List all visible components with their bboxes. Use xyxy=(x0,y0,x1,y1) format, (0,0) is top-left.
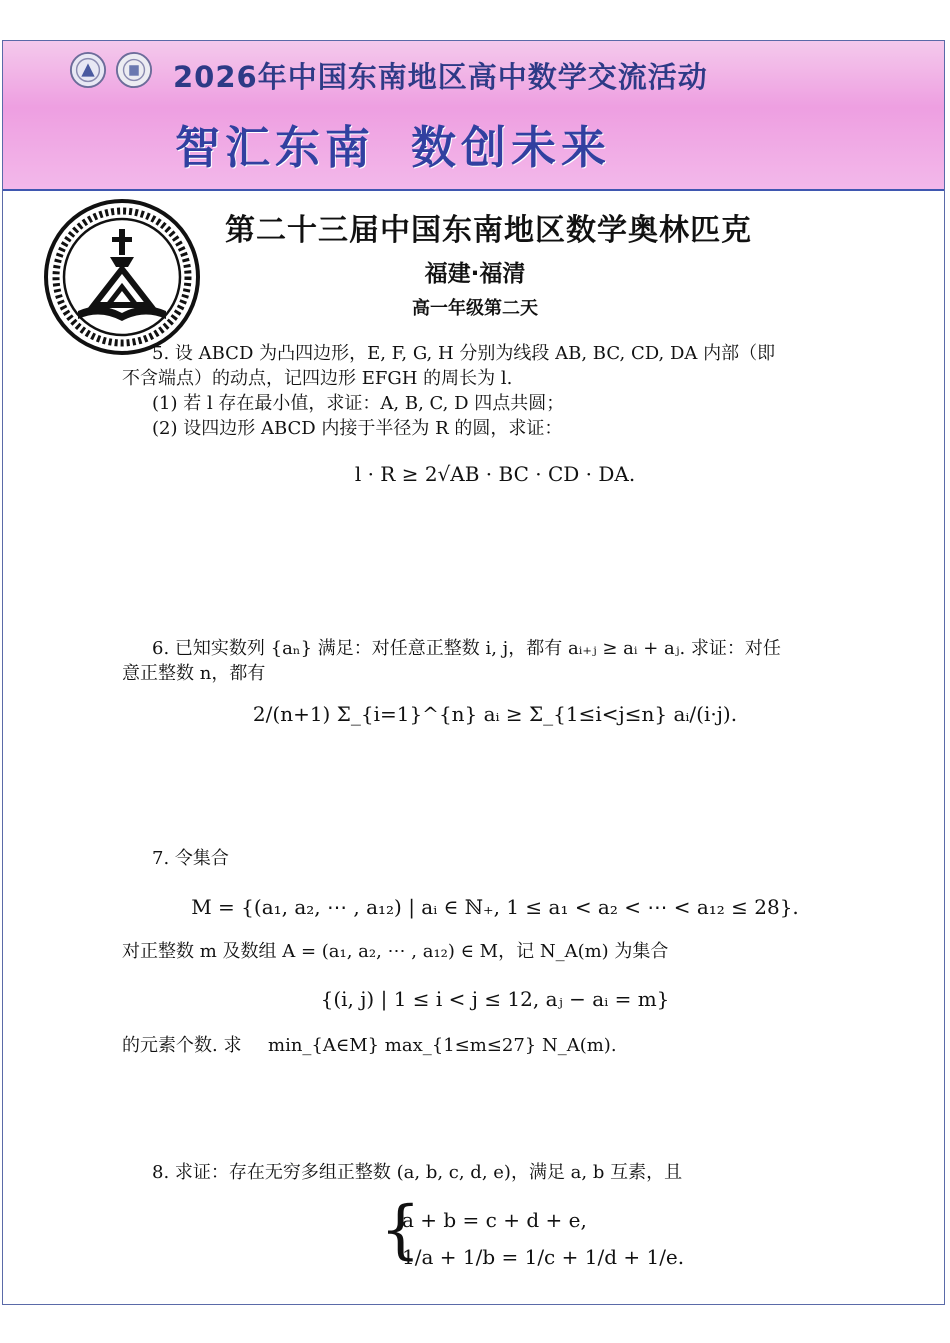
problem-5-part-2: (2) 设四边形 ABCD 内接于半径为 R 的圆，求证： xyxy=(152,418,563,439)
problem-7-line-1: 7. 令集合 xyxy=(152,848,229,869)
problem-5-formula: l · R ≥ 2√AB · BC · CD · DA. xyxy=(354,462,636,486)
competition-title: 第二十三届中国东南地区数学奥林匹克 xyxy=(225,213,752,248)
problem-5-line-1: 5. 设 ABCD 为凸四边形，E, F, G, H 分别为线段 AB, BC, CD, DA 内部（即 xyxy=(152,343,776,364)
problem-6-line-2: 意正整数 n，都有 xyxy=(122,663,266,684)
event-banner xyxy=(3,41,944,191)
banner-slogan xyxy=(175,111,611,176)
school-logo-2-icon xyxy=(115,51,153,89)
problem-7-line-2: 对正整数 m 及数组 A = (a₁, a₂, ⋯ , a₁₂) ∈ M，记 N_A(m) 为集合 xyxy=(122,941,669,962)
school-logo-1-icon xyxy=(69,51,107,89)
problem-7-minmax-formula: min_{A∈M} max_{1≤m≤27} N_A(m). xyxy=(268,1035,617,1056)
problem-5-line-2: 不含端点）的动点，记四边形 EFGH 的周长为 l. xyxy=(122,368,513,389)
problem-7-pairs-formula: {(i, j) | 1 ≤ i < j ≤ 12, aⱼ − aᵢ = m} xyxy=(320,987,670,1011)
system-equation-1: a + b = c + d + e, xyxy=(402,1208,587,1232)
banner-event-title: 2026年中国东南地区高中数学交流活动 xyxy=(173,60,708,94)
problem-7-line-3: 的元素个数. 求 xyxy=(122,1035,242,1056)
slogan-right: 数创未来 xyxy=(411,121,612,174)
problem-8-line-1: 8. 求证：存在无穷多组正整数 (a, b, c, d, e)，满足 a, b 互素，且 xyxy=(152,1162,683,1183)
grade-day: 高一年级第二天 xyxy=(412,298,538,319)
system-brace: { xyxy=(380,1193,421,1267)
problem-5-part-1: (1) 若 l 存在最小值，求证：A, B, C, D 四点共圆； xyxy=(152,393,565,414)
problem-7-set-formula: M = {(a₁, a₂, ⋯ , a₁₂) | aᵢ ∈ ℕ₊, 1 ≤ a₁ < a₂ < ⋯ < a₁₂ ≤ 28}. xyxy=(191,895,799,919)
problem-6-formula: 2/(n+1) Σ_{i=1}^{n} aᵢ ≥ Σ_{1≤i<j≤n} aᵢ/(i·j). xyxy=(252,702,738,726)
problem-6-line-1: 6. 已知实数列 {aₙ} 满足：对任意正整数 i, j，都有 aᵢ₊ⱼ ≥ aᵢ + aⱼ. 求证：对任 xyxy=(152,638,781,659)
system-equation-2: 1/a + 1/b = 1/c + 1/d + 1/e. xyxy=(402,1245,685,1269)
slogan-left: 智汇东南 xyxy=(175,121,376,174)
competition-location: 福建·福清 xyxy=(424,261,526,287)
